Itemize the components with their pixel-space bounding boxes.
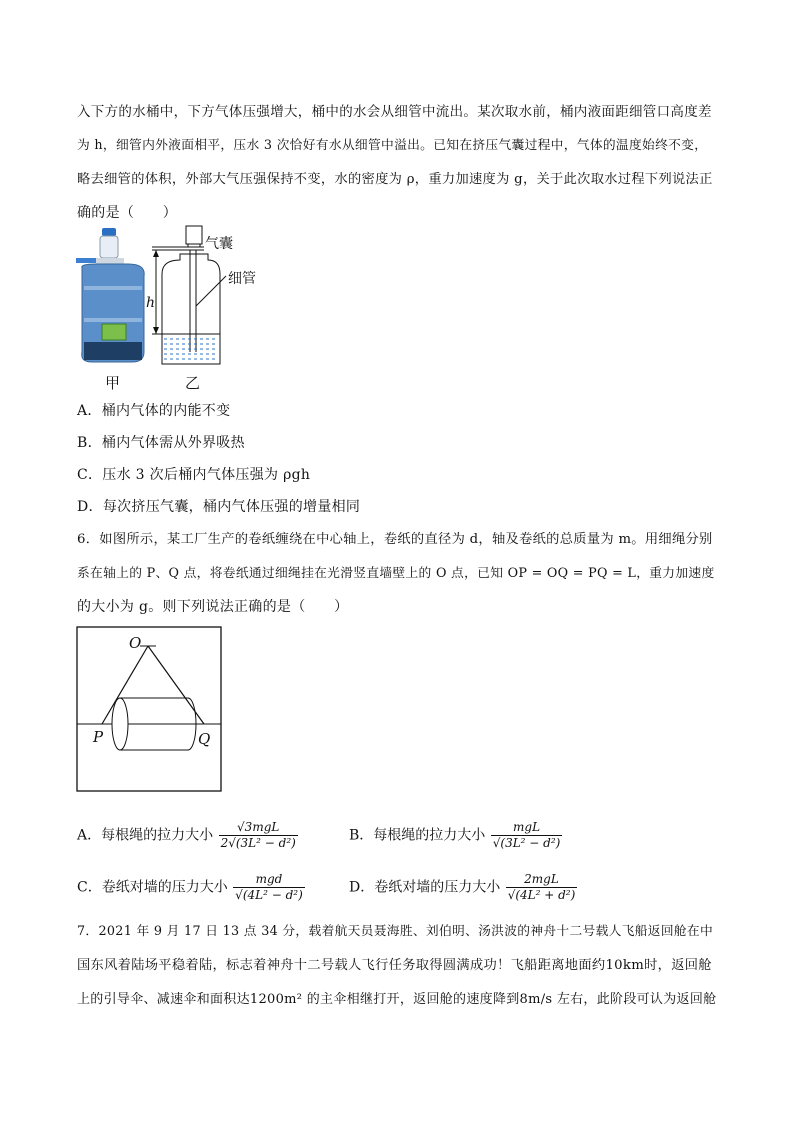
q6-option-b-den: √(3L² − d²) xyxy=(492,836,561,850)
q6-option-a-den: 2√(3L² − d²) xyxy=(220,836,296,850)
pump-cap xyxy=(102,228,116,236)
q6-option-d-num: 2mgL xyxy=(506,872,578,888)
q6-line-3: 的大小为 g。则下列说法正确的是（ ） xyxy=(77,599,349,615)
pump-body xyxy=(100,236,118,258)
q6-option-b-num: mgL xyxy=(491,820,563,836)
bottle-shape xyxy=(162,254,220,364)
q6-option-d-text: D．卷纸对墙的压力大小 xyxy=(349,879,501,896)
q6-option-b xyxy=(349,820,562,851)
q6-option-c-den: √(4L² − d²) xyxy=(235,888,303,902)
figure-label-yi: 乙 xyxy=(185,374,201,392)
q5-option-b: B．桶内气体需从外界吸热 xyxy=(77,435,245,451)
point-q-label: Q xyxy=(198,730,211,748)
q6-line-2: 系在轴上的 P、Q 点，将卷纸通过细绳挂在光滑竖直墙壁上的 O 点，已知 OP = OQ = PQ = L，重力加速度 xyxy=(77,566,715,581)
figure-label-jia: 甲 xyxy=(105,374,121,392)
water-lines xyxy=(164,339,218,359)
q5-option-a: A．桶内气体的内能不变 xyxy=(77,403,231,419)
q6-option-a-text: A．每根绳的拉力大小 xyxy=(77,827,214,844)
pump-neck xyxy=(96,258,124,264)
wall-frame xyxy=(77,627,221,791)
q7-line-2: 国东风着陆场平稳着陆，标志着神舟十二号载人飞行任务取得圆满成功！飞船距离地面约10km时，返回舱 xyxy=(77,958,712,973)
q7-line-3: 上的引导伞、减速伞和面积达1200m² 的主伞相继打开，返回舱的速度降到8m/s 左右，此阶段可认为返回舱 xyxy=(77,992,717,1007)
q6-option-a xyxy=(77,820,298,851)
bucket-label xyxy=(102,324,126,340)
figure-paper-roll xyxy=(76,626,222,792)
q5-option-d: D．每次挤压气囊，桶内气体压强的增量相同 xyxy=(77,499,361,515)
q6-option-d-den: √(4L² + d²) xyxy=(507,888,576,902)
q5-line-1: 入下方的水桶中，下方气体压强增大，桶中的水会从细管中流出。某次取水前，桶内液面距细管口高度差 xyxy=(77,104,712,120)
q6-option-a-num: √3mgL xyxy=(219,820,298,836)
q5-line-3: 略去细管的体积，外部大气压强保持不变，水的密度为 ρ，重力加速度为 g，关于此次取水过程下列说法正 xyxy=(77,172,713,187)
q5-line-4: 确的是（ ） xyxy=(77,205,178,221)
q5-line-2: 为 h，细管内外液面相平，压水 3 次恰好有水从细管中溢出。已知在挤压气囊过程中，气体的温度始终不变， xyxy=(77,138,708,153)
roll-end-left xyxy=(112,698,128,750)
q6-option-c xyxy=(77,872,305,903)
figure-label-xiguan: 细管 xyxy=(228,271,256,287)
point-p-label: P xyxy=(93,728,104,746)
q6-option-b-text: B．每根绳的拉力大小 xyxy=(349,827,486,844)
figure-water-bucket-photo xyxy=(72,224,154,369)
air-bag-shape xyxy=(186,226,202,244)
point-o-label: O xyxy=(129,634,142,652)
q5-option-c: C．压水 3 次后桶内气体压强为 ρgh xyxy=(77,467,311,483)
q6-option-c-text: C．卷纸对墙的压力大小 xyxy=(77,879,228,896)
figure-label-qinang: 气囊 xyxy=(205,236,233,252)
figure-label-h: h xyxy=(146,295,156,311)
q6-option-d xyxy=(349,872,577,903)
q6-option-c-num: mgd xyxy=(233,872,305,888)
q7-line-1: 7．2021 年 9 月 17 日 13 点 34 分，载着航天员聂海胜、刘伯明、汤洪波的神舟十二号载人飞船返回舱在中 xyxy=(77,924,714,939)
q6-line-1: 6．如图所示，某工厂生产的卷纸缠绕在中心轴上，卷纸的直径为 d，轴及卷纸的总质量为 m。用细绳分别 xyxy=(77,532,713,547)
